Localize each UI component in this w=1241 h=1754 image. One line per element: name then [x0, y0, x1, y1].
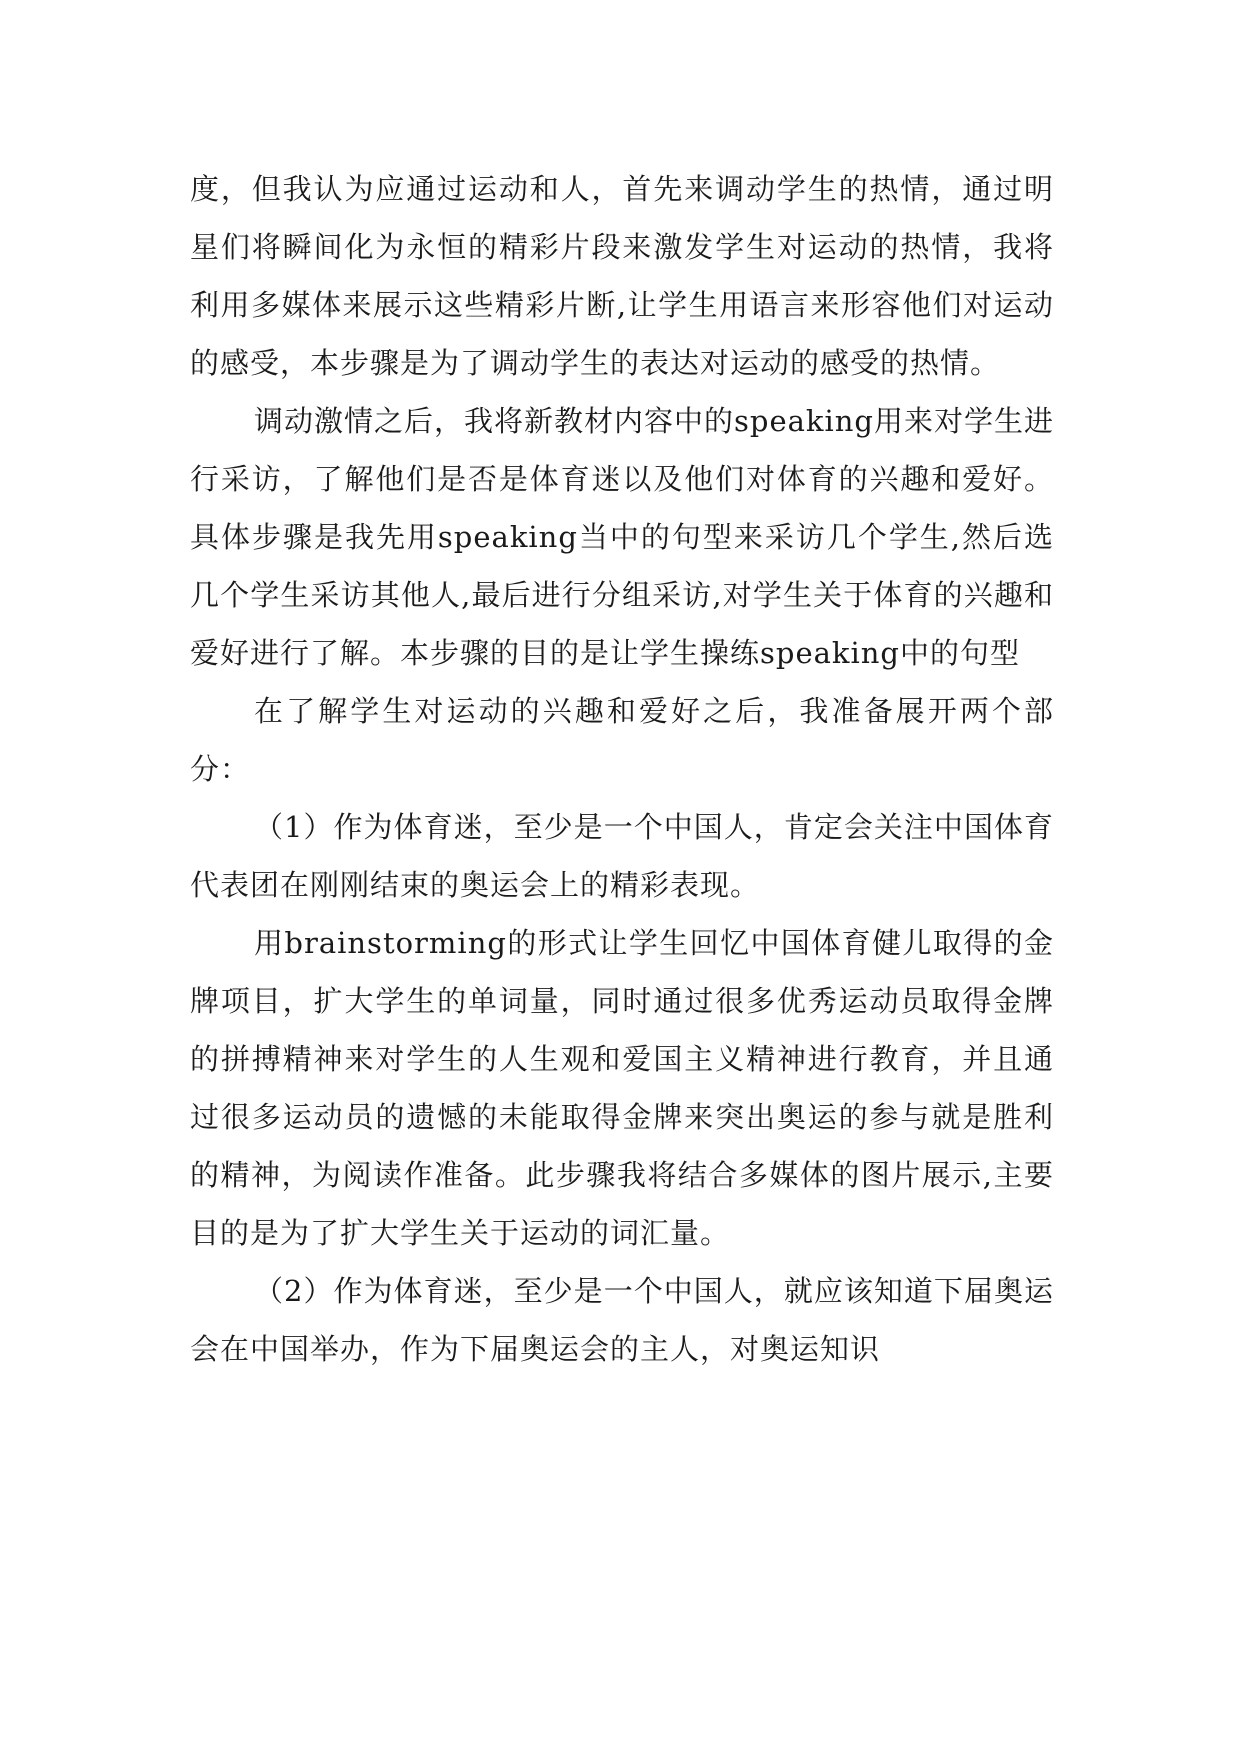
- paragraph: 度，但我认为应通过运动和人，首先来调动学生的热情，通过明星们将瞬间化为永恒的精彩片段来激发学生对运动的热情，我将利用多媒体来展示这些精彩片断,让学生用语言来形容他们对运动的感受，本步骤是为了调动学生的表达对运动的感受的热情。: [190, 172, 1054, 380]
- paragraph: 在了解学生对运动的兴趣和爱好之后，我准备展开两个部分：: [190, 694, 1054, 786]
- paragraph: 调动激情之后，我将新教材内容中的speaking用来对学生进行采访，了解他们是否是体育迷以及他们对体育的兴趣和爱好。具体步骤是我先用speaking当中的句型来采访几个学生,然后选几个学生采访其他人,最后进行分组采访,对学生关于体育的兴趣和爱好进行了解。本步骤的目的是让学生操练speaking中的句型: [190, 404, 1054, 670]
- body-text: [190, 160, 1054, 1378]
- paragraph: （2）作为体育迷，至少是一个中国人，就应该知道下届奥运会在中国举办，作为下届奥运会的主人，对奥运知识: [190, 1274, 1054, 1366]
- paragraph: （1）作为体育迷，至少是一个中国人，肯定会关注中国体育代表团在刚刚结束的奥运会上的精彩表现。: [190, 810, 1054, 902]
- paragraph: 用brainstorming的形式让学生回忆中国体育健儿取得的金牌项目，扩大学生的单词量，同时通过很多优秀运动员取得金牌的拼搏精神来对学生的人生观和爱国主义精神进行教育，并且通过很多运动员的遗憾的未能取得金牌来突出奥运的参与就是胜利的精神，为阅读作准备。此步骤我将结合多媒体的图片展示,主要目的是为了扩大学生关于运动的词汇量。: [190, 926, 1054, 1250]
